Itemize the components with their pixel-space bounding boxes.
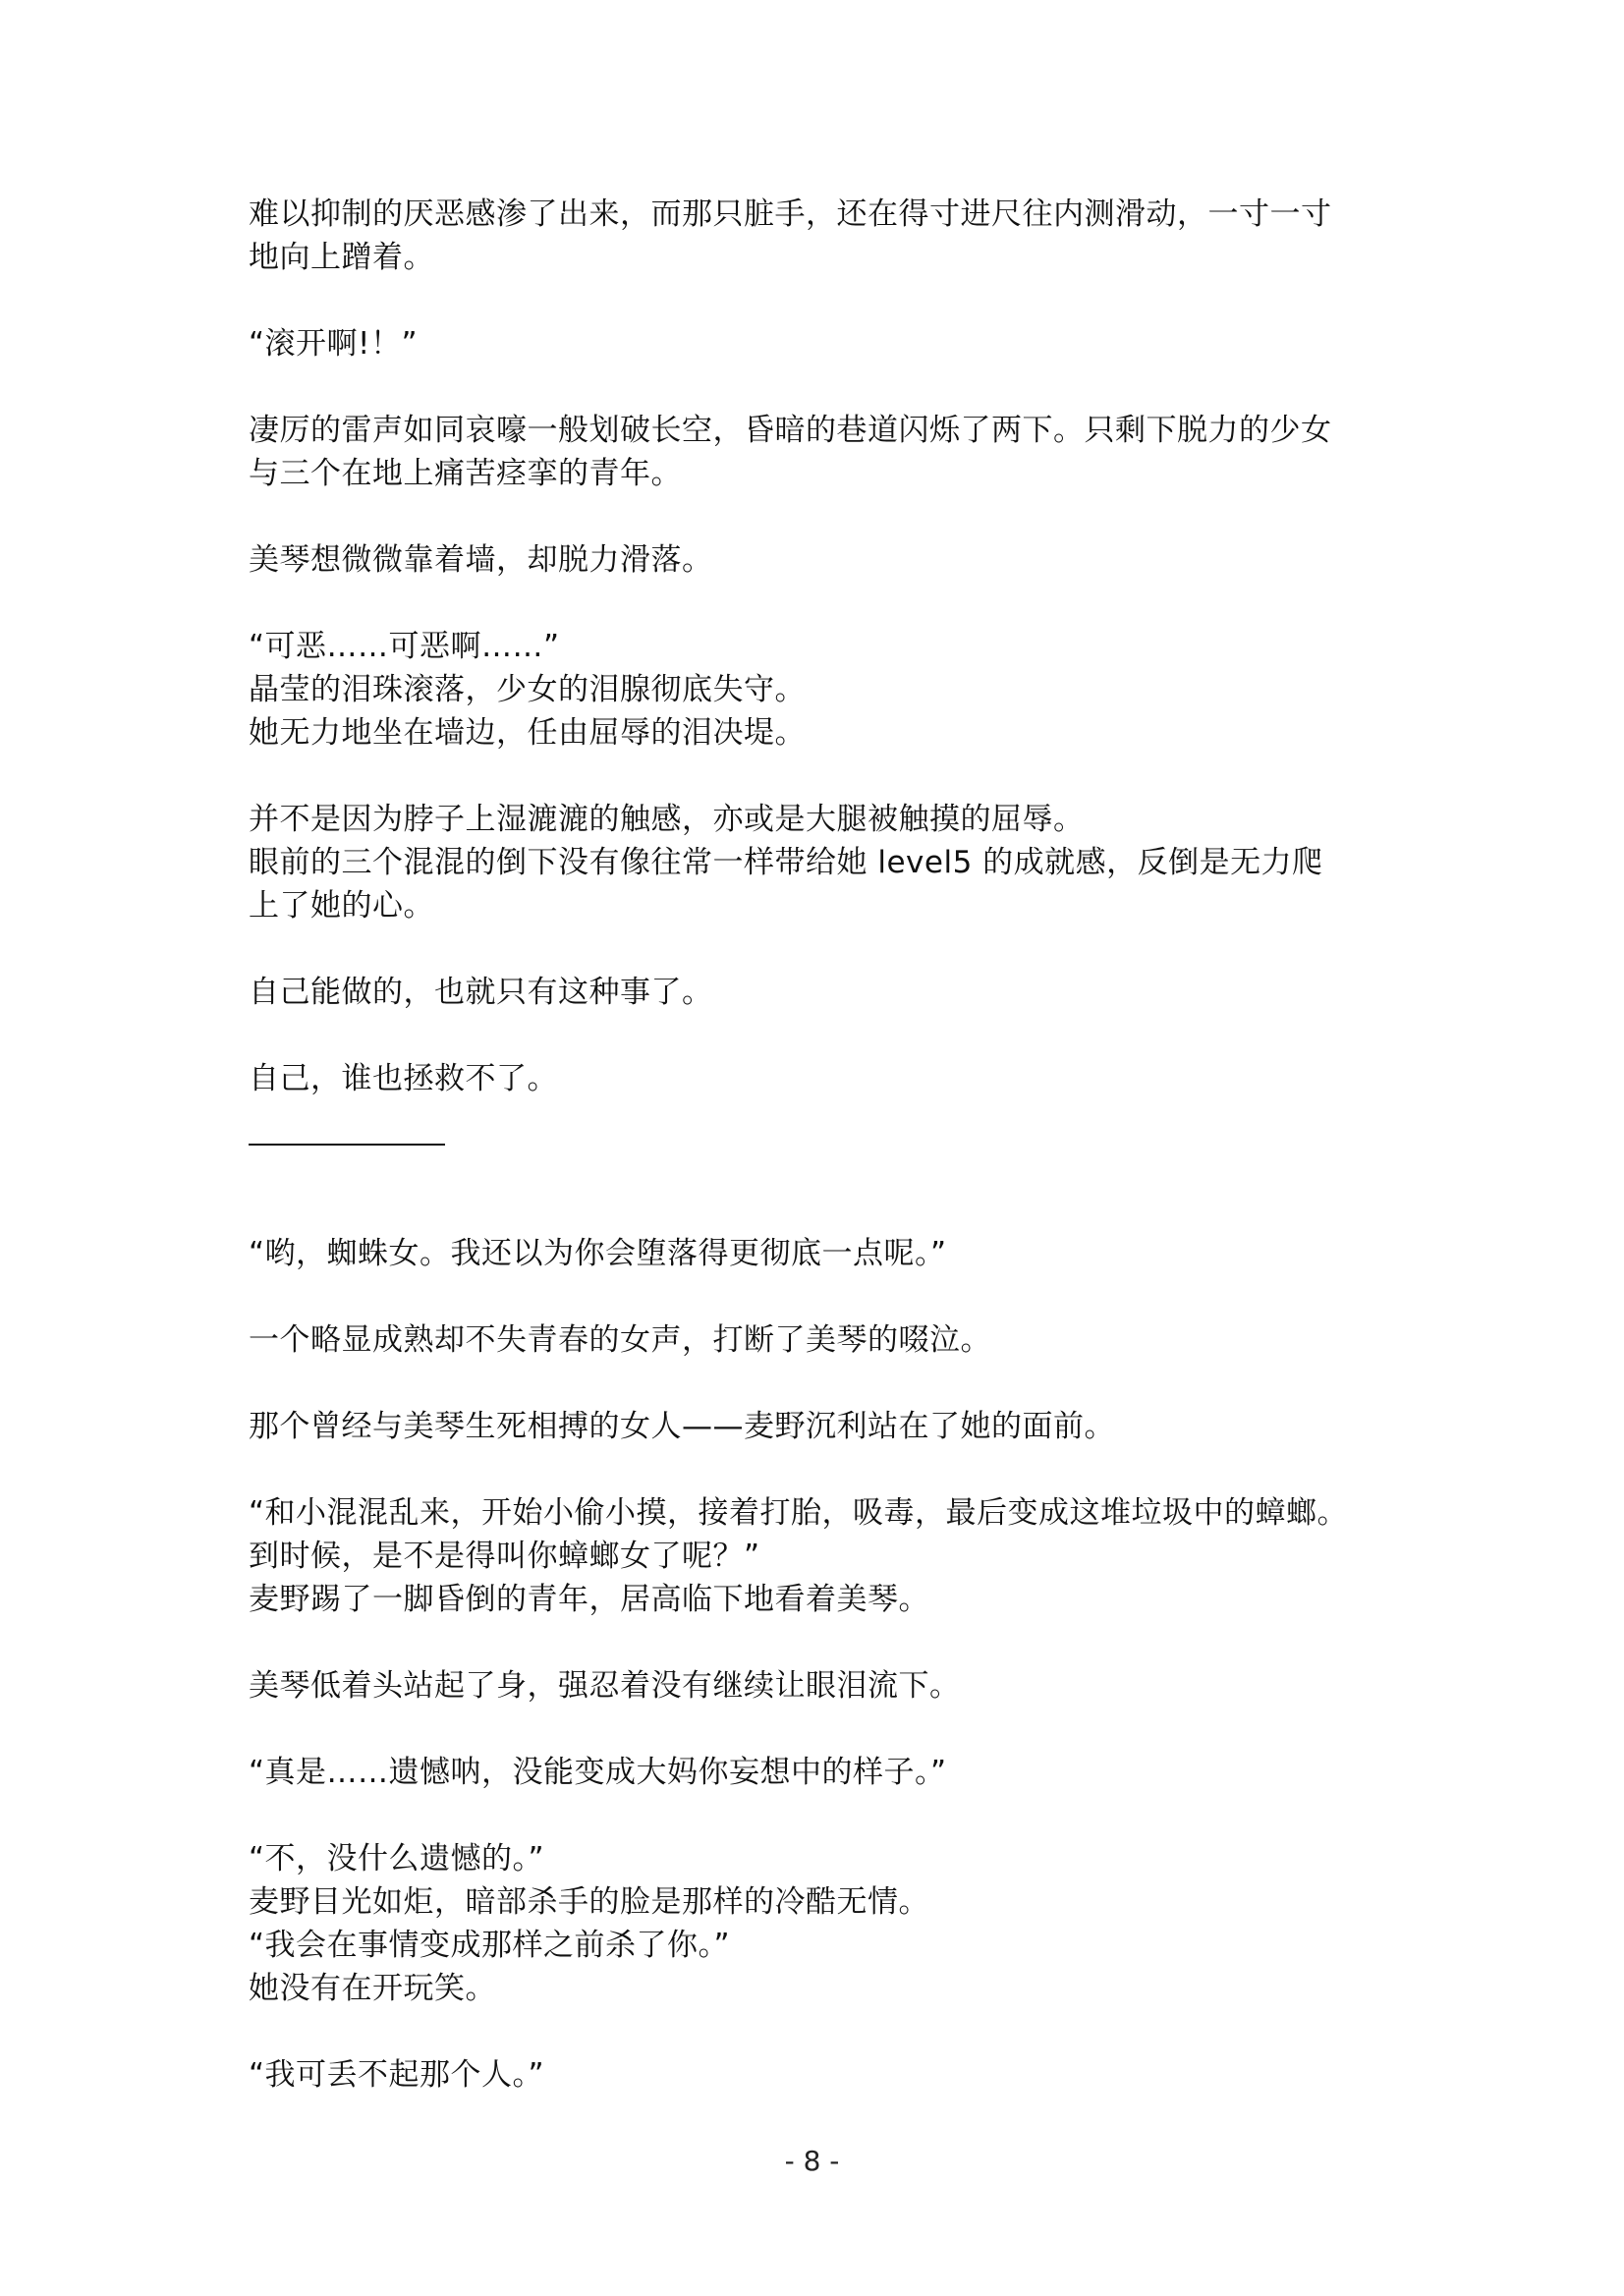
text-line: 地向上蹭着。 (249, 240, 434, 275)
text-line: 美琴低着头站起了身，强忍着没有继续让眼泪流下。 (249, 1668, 961, 1704)
text-line: “我会在事情变成那样之前杀了你。” (249, 1928, 731, 1963)
paragraph (249, 1837, 1388, 2010)
text-line: 到时候，是不是得叫你蟑螂女了呢？” (249, 1539, 760, 1574)
text-line: “滚开啊!！” (249, 326, 419, 362)
paragraph (249, 1318, 1388, 1362)
paragraph (249, 1751, 1388, 1794)
text-line: 自己，谁也拯救不了。 (249, 1061, 558, 1096)
paragraph (249, 538, 1388, 582)
text-line: 自己能做的，也就只有这种事了。 (249, 975, 713, 1010)
text-line: 凄厉的雷声如同哀嚎一般划破长空，昏暗的巷道闪烁了两下。只剩下脱力的少女 (249, 413, 1332, 448)
paragraph (249, 1405, 1388, 1448)
text-line: “哟，蜘蛛女。我还以为你会堕落得更彻底一点呢。” (249, 1236, 947, 1271)
text-line: 麦野目光如炬，暗部杀手的脸是那样的冷酷无情。 (249, 1884, 929, 1920)
text-line: 她没有在开玩笑。 (249, 1971, 496, 2006)
text-line: “和小混混乱来，开始小偷小摸，接着打胎，吸毒，最后变成这堆垃圾中的蟑螂。 (249, 1495, 1349, 1531)
text-line: 一个略显成熟却不失青春的女声，打断了美琴的啜泣。 (249, 1322, 991, 1358)
text-line: 她无力地坐在墙边，任由屈辱的泪决堤。 (249, 715, 806, 751)
paragraph (249, 2053, 1388, 2097)
page-number: - 8 - (784, 2145, 840, 2177)
text-line: “可恶……可恶啊……” (249, 629, 560, 664)
text-line: 与三个在地上痛苦痉挛的青年。 (249, 456, 682, 491)
text-line: 那个曾经与美琴生死相搏的女人——麦野沉利站在了她的面前。 (249, 1409, 1115, 1444)
paragraph (249, 193, 1388, 279)
paragraph (249, 1232, 1388, 1275)
text-line: 上了她的心。 (249, 888, 434, 924)
section-separator-line (249, 1144, 445, 1146)
document-body (249, 193, 1388, 2140)
paragraph (249, 1057, 1388, 1100)
text-line: “我可丢不起那个人。” (249, 2057, 545, 2093)
paragraph (249, 625, 1388, 755)
text-line: 麦野踢了一脚昏倒的青年，居高临下地看着美琴。 (249, 1582, 929, 1617)
paragraph (249, 798, 1388, 927)
text-line: 晶莹的泪珠滚落，少女的泪腺彻底失守。 (249, 672, 806, 707)
text-line: “真是……遗憾呐，没能变成大妈你妄想中的样子。” (249, 1755, 947, 1790)
text-section-before-separator (249, 193, 1388, 1100)
text-line: 美琴想微微靠着墙，却脱力滑落。 (249, 542, 713, 578)
text-section-after-separator (249, 1232, 1388, 2097)
paragraph (249, 1491, 1388, 1621)
text-line: 并不是因为脖子上湿漉漉的触感，亦或是大腿被触摸的屈辱。 (249, 802, 1085, 837)
paragraph (249, 1664, 1388, 1708)
text-line: 眼前的三个混混的倒下没有像往常一样带给她 level5 的成就感，反倒是无力爬 (249, 845, 1323, 880)
paragraph (249, 409, 1388, 495)
paragraph (249, 971, 1388, 1014)
paragraph (249, 322, 1388, 365)
text-line: 难以抑制的厌恶感渗了出来，而那只脏手，还在得寸进尺往内测滑动，一寸一寸 (249, 196, 1332, 232)
text-line: “不，没什么遗憾的。” (249, 1841, 545, 1876)
